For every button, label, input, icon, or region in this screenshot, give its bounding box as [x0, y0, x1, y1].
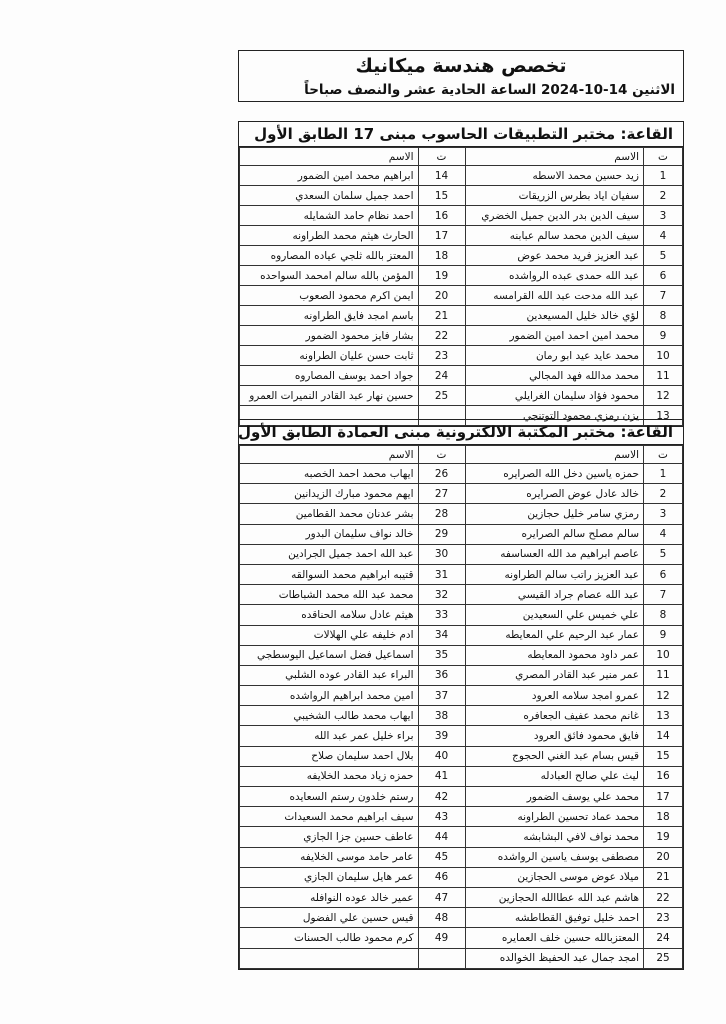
- student-name: هيثم عادل سلامه الحناقده: [240, 605, 419, 625]
- student-number: 19: [644, 827, 683, 847]
- student-number: 16: [418, 206, 465, 226]
- student-name: عمار عبد الرحيم علي المعايطه: [465, 625, 644, 645]
- student-name: الحارث هيثم محمد الطراونه: [240, 226, 419, 246]
- roster-table-2: [239, 445, 683, 969]
- student-name: احمد نظام حامد الشمايله: [240, 206, 419, 226]
- student-number: 8: [644, 306, 683, 326]
- table-row: [240, 206, 683, 226]
- table-header-row: [240, 148, 683, 166]
- table-row: [240, 908, 683, 928]
- student-name: محمود فؤاد سليمان الغرايلي: [465, 386, 644, 406]
- table-row: [240, 928, 683, 948]
- student-name: محمد عايد عيد ابو رمان: [465, 346, 644, 366]
- table-row: [240, 564, 683, 584]
- student-name: اسماعيل فضل اسماعيل اليوسطجي: [240, 645, 419, 665]
- student-number: 34: [418, 625, 465, 645]
- col-header-name: الاسم: [465, 148, 644, 166]
- student-number: 37: [418, 686, 465, 706]
- table-row: [240, 166, 683, 186]
- student-number: 20: [644, 847, 683, 867]
- student-number: 10: [644, 346, 683, 366]
- student-name: فايق محمود فائق العرود: [465, 726, 644, 746]
- student-name: عبد الله احمد جميل الجرادين: [240, 544, 419, 564]
- student-number: 14: [418, 166, 465, 186]
- student-number: 23: [644, 908, 683, 928]
- student-name: عامر حامد موسى الخلايفه: [240, 847, 419, 867]
- student-name: يزن رمزي محمود التوتنجي: [465, 406, 644, 426]
- table-row: [240, 186, 683, 206]
- student-name: عمر داود محمود المعايطه: [465, 645, 644, 665]
- table-row: [240, 326, 683, 346]
- student-name: حمزه ياسين دخل الله الصرايره: [465, 464, 644, 484]
- student-name: كرم محمود طالب الحسنات: [240, 928, 419, 948]
- student-number: 24: [418, 366, 465, 386]
- student-name: عاصم ابراهيم مد الله العساسفه: [465, 544, 644, 564]
- student-number: 48: [418, 908, 465, 928]
- student-number: 1: [644, 464, 683, 484]
- student-number: 22: [644, 887, 683, 907]
- student-number: 2: [644, 186, 683, 206]
- student-name: غانم محمد عفيف الجعافره: [465, 706, 644, 726]
- student-number: 23: [418, 346, 465, 366]
- student-number: 49: [418, 928, 465, 948]
- student-name: محمد عبد الله محمد الشباطات: [240, 585, 419, 605]
- student-number: 12: [644, 686, 683, 706]
- table-row: [240, 726, 683, 746]
- student-name: محمد امين احمد امين الضمور: [465, 326, 644, 346]
- col-header-number: ت: [418, 446, 465, 464]
- student-name: محمد عماد تحسين الطراونه: [465, 807, 644, 827]
- student-name: باسم امجد فايق الطراونه: [240, 306, 419, 326]
- student-number: 6: [644, 266, 683, 286]
- student-name: محمد علي يوسف الضمور: [465, 787, 644, 807]
- student-number: 38: [418, 706, 465, 726]
- student-number: 24: [644, 928, 683, 948]
- student-number: 42: [418, 787, 465, 807]
- exam-date-time: الاثنين 14-10-2024 الساعة الحادية عشر والنصف صباحاً: [304, 82, 675, 98]
- table-row: [240, 246, 683, 266]
- student-number: 13: [644, 406, 683, 426]
- student-number: 21: [644, 867, 683, 887]
- student-name: ليث علي صالح العبادله: [465, 766, 644, 786]
- student-number: 30: [418, 544, 465, 564]
- student-number: 45: [418, 847, 465, 867]
- table-row: [240, 887, 683, 907]
- student-name: عمير خالد عوده النوافله: [240, 887, 419, 907]
- student-number: 27: [418, 484, 465, 504]
- student-number: 5: [644, 246, 683, 266]
- table-row: [240, 665, 683, 685]
- table-row: [240, 787, 683, 807]
- student-number: 5: [644, 544, 683, 564]
- student-name: سيف الدين بدر الدين جميل الخضري: [465, 206, 644, 226]
- student-number: 35: [418, 645, 465, 665]
- student-number: 3: [644, 504, 683, 524]
- student-name: [240, 948, 419, 968]
- student-name: رمزي سامر خليل حجازين: [465, 504, 644, 524]
- student-number: 4: [644, 524, 683, 544]
- table-row: [240, 948, 683, 968]
- student-number: 9: [644, 625, 683, 645]
- student-number: 16: [644, 766, 683, 786]
- student-number: 26: [418, 464, 465, 484]
- student-number: 25: [418, 386, 465, 406]
- student-name: رستم خلدون رستم السعايده: [240, 787, 419, 807]
- student-number: 10: [644, 645, 683, 665]
- student-name: المعتزبالله حسين خلف العمايره: [465, 928, 644, 948]
- student-number: 8: [644, 605, 683, 625]
- student-number: 19: [418, 266, 465, 286]
- student-name: براء خليل عمر عبد الله: [240, 726, 419, 746]
- student-number: 29: [418, 524, 465, 544]
- student-name: خالد نواف سليمان البدور: [240, 524, 419, 544]
- student-name: قيس حسين علي الفضول: [240, 908, 419, 928]
- col-header-number: ت: [644, 446, 683, 464]
- student-name: عبد الله مدحت عبد الله القرامسه: [465, 286, 644, 306]
- table-row: [240, 706, 683, 726]
- student-name: بشار فايز محمود الضمور: [240, 326, 419, 346]
- student-name: سيف الدين محمد سالم عبابنه: [465, 226, 644, 246]
- table-row: [240, 306, 683, 326]
- table-row: [240, 746, 683, 766]
- student-number: 2: [644, 484, 683, 504]
- student-name: مصطفى يوسف ياسين الرواشده: [465, 847, 644, 867]
- table-row: [240, 504, 683, 524]
- student-name: خالد عادل عوض الصرايره: [465, 484, 644, 504]
- hall-section-2: [238, 419, 684, 970]
- table-row: [240, 625, 683, 645]
- student-name: جواد احمد يوسف المصاروه: [240, 366, 419, 386]
- table-row: [240, 807, 683, 827]
- student-name: هاشم عبد الله عطاالله الحجازين: [465, 887, 644, 907]
- hall-title-2: القاعة: مختبر المكتبة الالكترونية مبنى العمادة الطابق الأول: [239, 420, 683, 445]
- student-name: ايهاب محمد طالب الشخيبي: [240, 706, 419, 726]
- student-name: امجد جمال عبد الحفيظ الخوالده: [465, 948, 644, 968]
- student-number: 17: [418, 226, 465, 246]
- student-number: 41: [418, 766, 465, 786]
- student-name: احمد جميل سلمان السعدي: [240, 186, 419, 206]
- table-row: [240, 827, 683, 847]
- table-row: [240, 544, 683, 564]
- table-row: [240, 766, 683, 786]
- student-number: 15: [418, 186, 465, 206]
- student-number: 4: [644, 226, 683, 246]
- table-row: [240, 585, 683, 605]
- table-row: [240, 484, 683, 504]
- student-name: عمر هايل سليمان الجازي: [240, 867, 419, 887]
- col-header-number: ت: [644, 148, 683, 166]
- student-name: عبد العزيز فريد محمد عوض: [465, 246, 644, 266]
- student-number: 22: [418, 326, 465, 346]
- student-name: ثابت حسن عليان الطراونه: [240, 346, 419, 366]
- table-row: [240, 464, 683, 484]
- student-number: 7: [644, 585, 683, 605]
- table-row: [240, 645, 683, 665]
- document-header: [238, 50, 684, 102]
- student-number: 21: [418, 306, 465, 326]
- student-number: 17: [644, 787, 683, 807]
- student-name: امين محمد ابراهيم الرواشده: [240, 686, 419, 706]
- roster-table-1: [239, 147, 683, 426]
- student-number: 20: [418, 286, 465, 306]
- col-header-name: الاسم: [465, 446, 644, 464]
- table-header-row: [240, 446, 683, 464]
- hall-section-1: [238, 121, 684, 427]
- student-name: محمد مدالله فهد المجالي: [465, 366, 644, 386]
- student-number: 40: [418, 746, 465, 766]
- table-row: [240, 386, 683, 406]
- student-name: عبد العزيز راتب سالم الطراونه: [465, 564, 644, 584]
- table-row: [240, 867, 683, 887]
- student-number: 13: [644, 706, 683, 726]
- student-number: 39: [418, 726, 465, 746]
- major-title: تخصص هندسة ميكانيك: [355, 55, 567, 77]
- table-row: [240, 286, 683, 306]
- student-name: احمد خليل توفيق القطاطشه: [465, 908, 644, 928]
- student-number: 9: [644, 326, 683, 346]
- student-name: حسين نهار عبد القادر النميرات العمرو: [240, 386, 419, 406]
- student-number: 11: [644, 665, 683, 685]
- student-name: قيس بسام عبد الغني الحجوج: [465, 746, 644, 766]
- student-number: 1: [644, 166, 683, 186]
- student-number: 18: [644, 807, 683, 827]
- student-name: البراء عبد القادر عوده الشلبي: [240, 665, 419, 685]
- student-number: 18: [418, 246, 465, 266]
- student-name: لؤي خالد خليل المسيعدين: [465, 306, 644, 326]
- student-name: ابراهيم محمد امين الضمور: [240, 166, 419, 186]
- student-number: 31: [418, 564, 465, 584]
- table-row: [240, 686, 683, 706]
- student-name: ميلاد عوض موسى الحجازين: [465, 867, 644, 887]
- student-name: زيد حسين محمد الاسطه: [465, 166, 644, 186]
- student-name: عبد الله عصام جراد القيسي: [465, 585, 644, 605]
- student-name: ايمن اكرم محمود الصعوب: [240, 286, 419, 306]
- student-name: ايهاب محمد احمد الخصبه: [240, 464, 419, 484]
- student-name: عمر منير عبد القادر المصري: [465, 665, 644, 685]
- student-number: 46: [418, 867, 465, 887]
- student-name: سالم مصلح سالم الصرايره: [465, 524, 644, 544]
- student-name: عمرو امجد سلامه العرود: [465, 686, 644, 706]
- table-row: [240, 524, 683, 544]
- student-number: 43: [418, 807, 465, 827]
- student-number: 14: [644, 726, 683, 746]
- student-number: 28: [418, 504, 465, 524]
- table-row: [240, 605, 683, 625]
- student-number: 47: [418, 887, 465, 907]
- student-name: سيف ابراهيم محمد السعيدات: [240, 807, 419, 827]
- student-number: 3: [644, 206, 683, 226]
- student-name: حمزه زياد محمد الخلايفه: [240, 766, 419, 786]
- student-number: 11: [644, 366, 683, 386]
- col-header-name: الاسم: [240, 148, 419, 166]
- table-row: [240, 346, 683, 366]
- student-number: [418, 948, 465, 968]
- student-name: قتيبه ابراهيم محمد السوالقه: [240, 564, 419, 584]
- table-row: [240, 847, 683, 867]
- student-name: عبد الله حمدى عبده الرواشده: [465, 266, 644, 286]
- student-name: سفيان اياد بطرس الزريقات: [465, 186, 644, 206]
- col-header-name: الاسم: [240, 446, 419, 464]
- student-number: 15: [644, 746, 683, 766]
- table-row: [240, 266, 683, 286]
- hall-title-1: القاعة: مختبر التطبيقات الحاسوب مبنى 17 الطابق الأول: [239, 122, 683, 147]
- student-name: عاطف حسين جزا الجازي: [240, 827, 419, 847]
- table-row: [240, 366, 683, 386]
- student-name: علي خميس علي السعيدين: [465, 605, 644, 625]
- student-name: بشر عدنان محمد القطامين: [240, 504, 419, 524]
- student-number: 25: [644, 948, 683, 968]
- student-number: 6: [644, 564, 683, 584]
- student-name: ادم خليفه علي الهلالات: [240, 625, 419, 645]
- student-number: 7: [644, 286, 683, 306]
- student-number: 36: [418, 665, 465, 685]
- student-name: محمد نواف لافي البشابشه: [465, 827, 644, 847]
- student-number: 32: [418, 585, 465, 605]
- student-name: ايهم محمود مبارك الزيدانين: [240, 484, 419, 504]
- student-number: 44: [418, 827, 465, 847]
- table-row: [240, 226, 683, 246]
- student-number: 33: [418, 605, 465, 625]
- student-number: 12: [644, 386, 683, 406]
- student-name: بلال احمد سليمان صلاح: [240, 746, 419, 766]
- student-name: المؤمن بالله سالم امحمد السواحده: [240, 266, 419, 286]
- student-name: المعتز بالله ثلجي عياده المصاروه: [240, 246, 419, 266]
- col-header-number: ت: [418, 148, 465, 166]
